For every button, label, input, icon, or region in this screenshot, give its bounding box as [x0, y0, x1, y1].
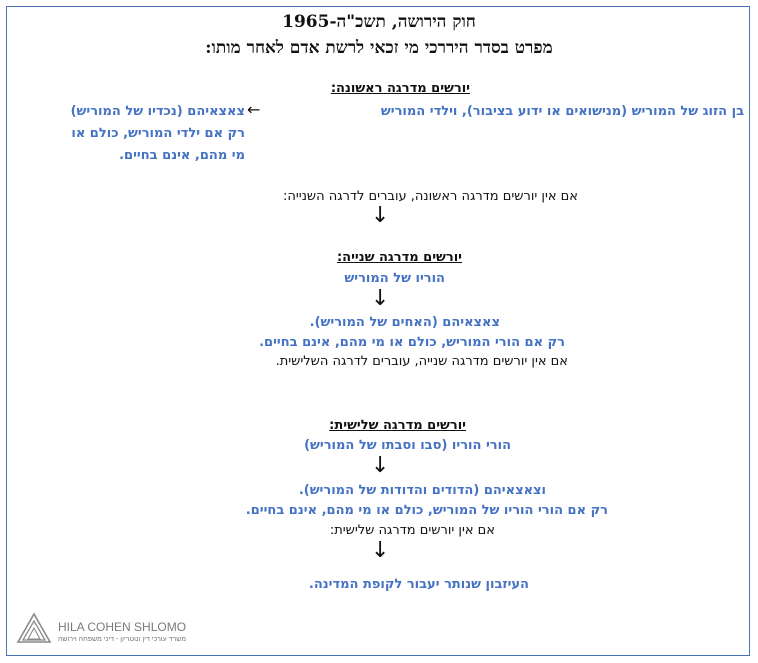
- tier2-transition: אם אין יורשים מדרגה שנייה, עוברים לדרגה השלישית.: [275, 354, 568, 369]
- down-arrow-icon: ↓: [371, 203, 390, 228]
- tier1-descendants-line3: מי מהם, אינם בחיים.: [119, 148, 245, 163]
- final-outcome: העיזבון שנותר יעבור לקופת המדינה.: [308, 577, 529, 592]
- tier2-descendants-line2: רק אם הורי המוריש, כולם או מי מהם, אינם בחיים.: [259, 335, 565, 350]
- tier1-descendants-line1: צאצאיהם (נכדיו של המוריש): [70, 104, 245, 119]
- down-arrow-icon: ↓: [371, 286, 390, 311]
- tier3-heirs: הורי הוריו (סבו וסבתו של המוריש): [304, 438, 511, 453]
- tier2-header: יורשים מדרגה שנייה:: [336, 250, 462, 265]
- tier3-header: יורשים מדרגה שלישית:: [329, 418, 466, 433]
- tier1-header: יורשים מדרגה ראשונה:: [330, 81, 470, 96]
- brand-name: HILA COHEN SHLOMO: [58, 620, 187, 634]
- title-line-1: חוק הירושה, תשכ"ה-1965: [282, 12, 476, 32]
- brand-tagline: משרד עורכי דין ונוטריון - דיני משפחה וירושה: [58, 636, 187, 643]
- left-arrow-icon: ←: [247, 100, 261, 119]
- tier3-transition: אם אין יורשים מדרגה שלישית:: [329, 523, 495, 538]
- tier3-descendants-line2: רק אם הורי הוריו של המוריש, כולם או מי מהם, אינם בחיים.: [245, 503, 608, 518]
- down-arrow-icon: ↓: [371, 538, 390, 563]
- tier2-descendants-line1: צאצאיהם (האחים של המוריש).: [309, 315, 500, 330]
- tier3-descendants-line1: וצאצאיהם (הדודים והדודות של המוריש).: [298, 483, 546, 498]
- triangle-logo-icon: [16, 612, 52, 644]
- tier1-transition: אם אין יורשים מדרגה ראשונה, עוברים לדרגה השנייה:: [283, 189, 578, 204]
- tier1-heirs: בן הזוג של המוריש (מנישואים או ידוע בציבור), וילדי המוריש: [380, 104, 744, 119]
- down-arrow-icon: ↓: [371, 453, 390, 478]
- title-line-2: מפרט בסדר היררכי מי זכאי לרשת אדם לאחר מותו:: [205, 38, 553, 58]
- tier1-descendants-line2: רק אם ילדי המוריש, כולם או: [71, 126, 245, 141]
- tier2-heirs: הוריו של המוריש: [344, 271, 445, 286]
